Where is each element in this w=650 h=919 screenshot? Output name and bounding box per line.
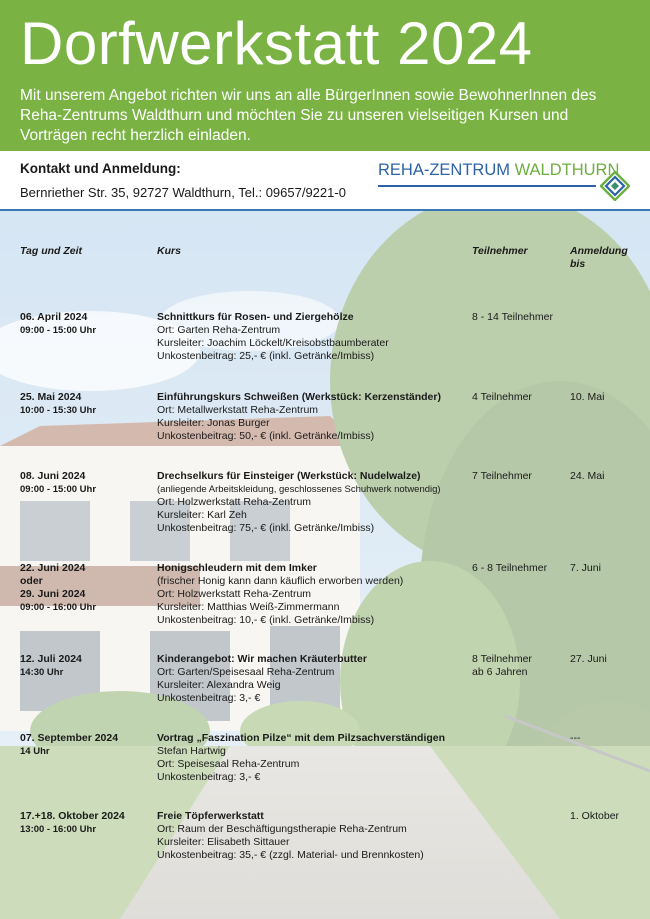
course-title: Kinderangebot: Wir machen Kräuterbutter xyxy=(157,653,367,665)
course-time: 14:30 Uhr xyxy=(20,667,64,678)
course-cost: Unkostenbeitrag: 10,- € (inkl. Getränke/Imbiss) xyxy=(157,614,375,626)
course-note: (frischer Honig kann dann käuflich erworben werden) xyxy=(157,575,404,587)
course-title: Vortrag „Faszination Pilze“ mit dem Pilzsachverständigen xyxy=(157,732,446,744)
course-deadline: 27. Juni xyxy=(570,653,607,665)
course-schedule xyxy=(0,211,650,919)
reha-zentrum-logo xyxy=(378,161,630,201)
contact-label: Kontakt und Anmeldung: xyxy=(20,161,181,176)
column-header-deadline xyxy=(570,245,628,271)
course-participants-age: ab 6 Jahren xyxy=(472,666,528,678)
course-deadline: 10. Mai xyxy=(570,391,605,403)
column-header-deadline-line1: Anmeldung xyxy=(570,245,628,257)
course-cost: Unkostenbeitrag: 3,- € xyxy=(157,692,261,704)
course-date-cell xyxy=(20,562,150,614)
course-cost: Unkostenbeitrag: 35,- € (zzgl. Material- und Brennkosten) xyxy=(157,849,424,861)
course-note: (anliegende Arbeitskleidung, geschlossenes Schuhwerk notwendig) xyxy=(157,484,441,495)
column-header-course: Kurs xyxy=(157,245,181,257)
course-location: Ort: Holzwerkstatt Reha-Zentrum xyxy=(157,496,312,508)
course-details xyxy=(157,470,467,535)
course-instructor: Kursleiter: Jonas Burger xyxy=(157,417,270,429)
course-cost: Unkostenbeitrag: 50,- € (inkl. Getränke/Imbiss) xyxy=(157,430,375,442)
course-title: Schnittkurs für Rosen- und Ziergehölze xyxy=(157,311,354,323)
intro-text: Mit unserem Angebot richten wir uns an alle BürgerInnen sowie BewohnerInnen des Reha-Zentrums Waldthurn und möchten Sie zu unseren vielseitigen Kursen und Vorträgen recht herzlich einladen. xyxy=(20,87,597,144)
course-instructor: Kursleiter: Joachim Löckelt/Kreisobstbaumberater xyxy=(157,337,389,349)
logo-text xyxy=(378,161,619,180)
course-time: 09:00 - 15:00 Uhr xyxy=(20,484,97,495)
logo-text-part2: WALDTHURN xyxy=(514,161,620,179)
course-details xyxy=(157,732,467,784)
course-location: Ort: Holzwerkstatt Reha-Zentrum xyxy=(157,588,312,600)
course-title: Einführungskurs Schweißen (Werkstück: Kerzenständer) xyxy=(157,391,441,403)
course-date: 22. Juni 2024 xyxy=(20,562,86,574)
course-date: 07. September 2024 xyxy=(20,732,119,744)
course-details xyxy=(157,391,467,443)
course-cost: Unkostenbeitrag: 25,- € (inkl. Getränke/Imbiss) xyxy=(157,350,375,362)
course-instructor: Kursleiter: Matthias Weiß-Zimmermann xyxy=(157,601,340,613)
course-date: 25. Mai 2024 xyxy=(20,391,82,403)
course-deadline: --- xyxy=(570,732,581,744)
course-title: Drechselkurs für Einsteiger (Werkstück: Nudelwalze) xyxy=(157,470,421,482)
course-cost: Unkostenbeitrag: 75,- € (inkl. Getränke/Imbiss) xyxy=(157,522,375,534)
course-time: 14 Uhr xyxy=(20,746,50,757)
course-date: 17.+18. Oktober 2024 xyxy=(20,810,125,822)
page-title: Dorfwerkstatt 2024 xyxy=(20,10,533,77)
course-time: 10:00 - 15:30 Uhr xyxy=(20,405,97,416)
course-cost: Unkostenbeitrag: 3,- € xyxy=(157,771,261,783)
course-instructor: Kursleiter: Alexandra Weig xyxy=(157,679,281,691)
column-header-date: Tag und Zeit xyxy=(20,245,83,257)
course-participants: 4 Teilnehmer xyxy=(472,391,532,403)
logo-underline xyxy=(378,185,596,187)
course-time: 09:00 - 15:00 Uhr xyxy=(20,325,97,336)
course-time: 13:00 - 16:00 Uhr xyxy=(20,824,97,835)
course-date: 08. Juni 2024 xyxy=(20,470,86,482)
course-deadline: 1. Oktober xyxy=(570,810,620,822)
course-location: Ort: Raum der Beschäftigungstherapie Reha-Zentrum xyxy=(157,823,407,835)
course-date-or: oder xyxy=(20,575,43,587)
course-instructor: Kursleiter: Karl Zeh xyxy=(157,509,247,521)
header-banner xyxy=(0,0,650,151)
course-location: Ort: Speisesaal Reha-Zentrum xyxy=(157,758,300,770)
course-participants-cell xyxy=(472,653,567,679)
logo-text-part1: REHA-ZENTRUM xyxy=(378,161,515,179)
logo-diamond-icon xyxy=(600,171,630,201)
course-participants: 8 Teilnehmer xyxy=(472,653,532,665)
course-deadline: 24. Mai xyxy=(570,470,605,482)
course-date-cell xyxy=(20,311,150,337)
course-details xyxy=(157,810,467,862)
course-details xyxy=(157,311,467,363)
course-details xyxy=(157,562,467,627)
column-header-participants: Teilnehmer xyxy=(472,245,528,257)
course-date-cell xyxy=(20,810,150,836)
contact-section xyxy=(0,151,650,211)
course-location: Ort: Garten Reha-Zentrum xyxy=(157,324,281,336)
course-title: Freie Töpferwerkstatt xyxy=(157,810,264,822)
course-date-cell xyxy=(20,732,150,758)
course-deadline: 7. Juni xyxy=(570,562,601,574)
course-date: 12. Juli 2024 xyxy=(20,653,82,665)
course-speaker: Stefan Hartwig xyxy=(157,745,226,757)
course-participants: 8 - 14 Teilnehmer xyxy=(472,311,553,323)
course-details xyxy=(157,653,467,705)
course-time: 09:00 - 16:00 Uhr xyxy=(20,602,97,613)
course-date-cell xyxy=(20,470,150,496)
course-location: Ort: Metallwerkstatt Reha-Zentrum xyxy=(157,404,319,416)
course-date-cell xyxy=(20,653,150,679)
course-date-cell xyxy=(20,391,150,417)
course-title: Honigschleudern mit dem Imker xyxy=(157,562,317,574)
course-participants: 7 Teilnehmer xyxy=(472,470,532,482)
course-date: 06. April 2024 xyxy=(20,311,88,323)
course-instructor: Kursleiter: Elisabeth Sittauer xyxy=(157,836,290,848)
course-participants: 6 - 8 Teilnehmer xyxy=(472,562,548,574)
column-header-deadline-line2: bis xyxy=(570,258,586,270)
course-date-alt: 29. Juni 2024 xyxy=(20,588,86,600)
course-location: Ort: Garten/Speisesaal Reha-Zentrum xyxy=(157,666,335,678)
contact-address: Bernriether Str. 35, 92727 Waldthurn, Tel.: 09657/9221-0 xyxy=(20,185,346,200)
